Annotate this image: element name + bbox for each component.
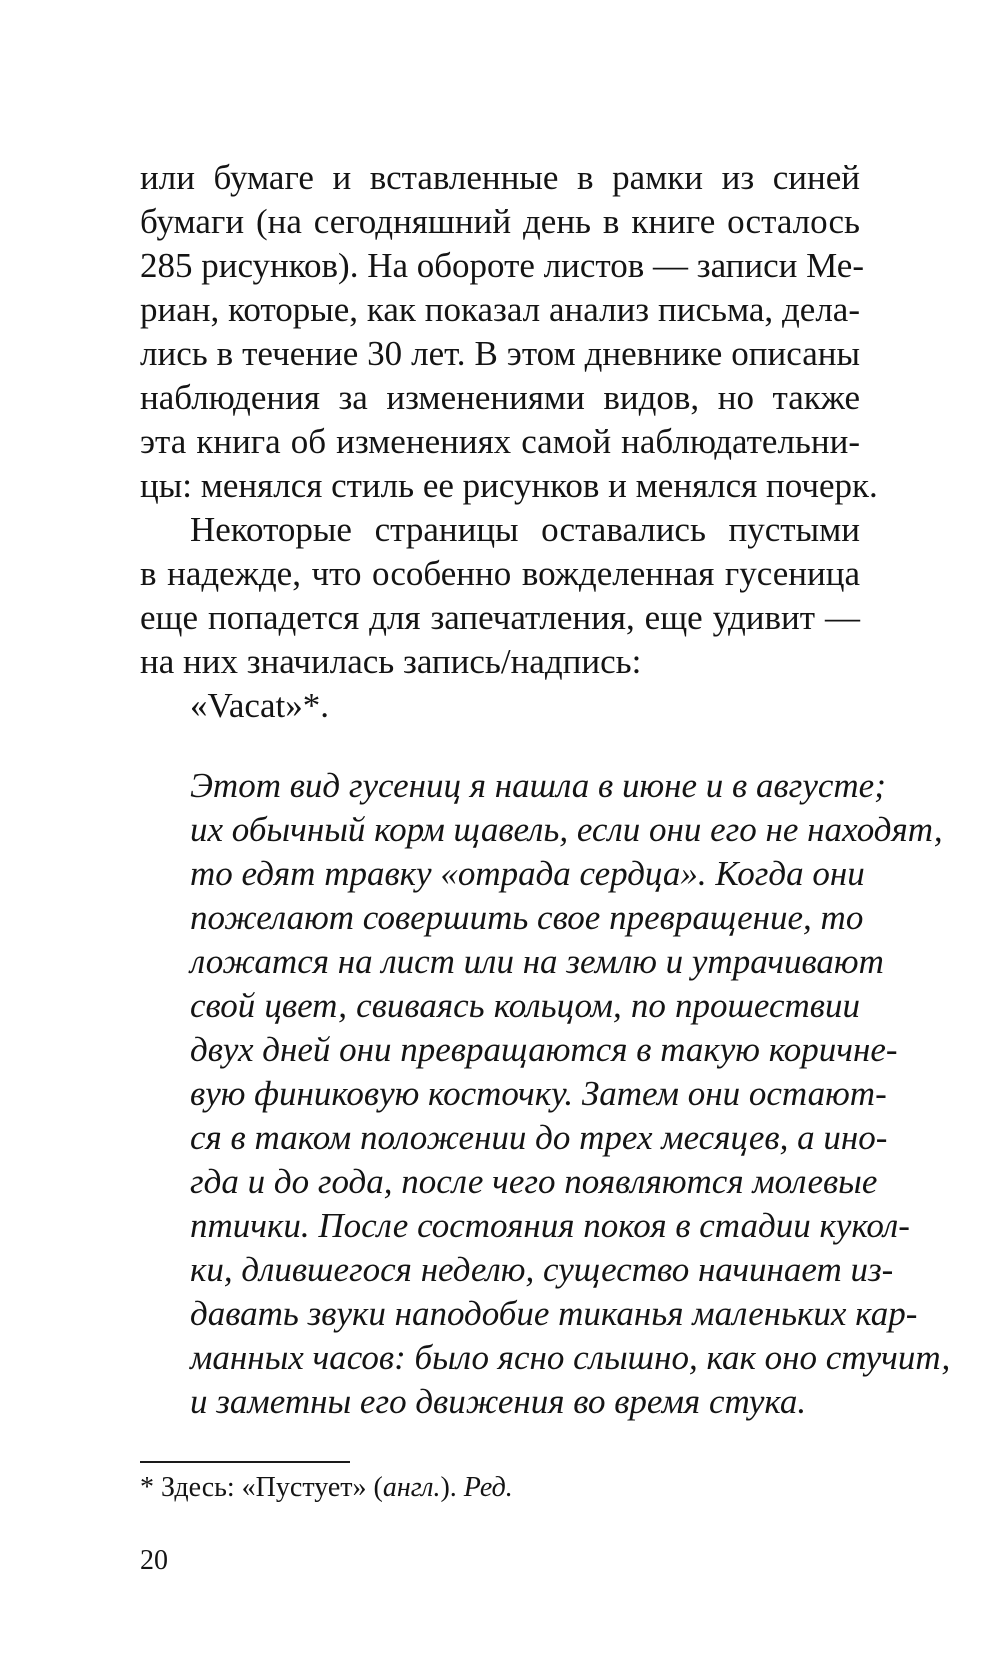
body-line: на них значилась запись/надпись: [140, 642, 642, 681]
quote-line: их обычный корм щавель, если они его не находят, [190, 810, 943, 849]
footnote-middle: ). [440, 1472, 464, 1503]
body-line: «Vacat»*. [190, 686, 329, 725]
page-number: 20 [140, 1545, 168, 1576]
quote-line: ки, длившегося неделю, существо начинает из- [190, 1250, 894, 1289]
body-line: еще попадется для запечатления, еще удивит — [140, 598, 860, 637]
footnote [140, 1474, 513, 1502]
body-line: в надежде, что особенно вожделенная гусеница [140, 554, 860, 593]
body-line: бумаги (на сегодняшний день в книге осталось [140, 202, 860, 241]
quote-line: Этот вид гусениц я нашла в июне и в августе; [190, 766, 886, 805]
quote-line: пожелают совершить свое превращение, то [190, 898, 864, 937]
footnote-divider [140, 1461, 350, 1463]
quote-line: манных часов: было ясно слышно, как оно стучит, [190, 1338, 951, 1377]
footnote-language: англ. [382, 1472, 441, 1503]
body-line: или бумаге и вставленные в рамки из синей [140, 158, 860, 197]
quote-line: вую финиковую косточку. Затем они остают- [190, 1074, 887, 1113]
body-line: лись в течение 30 лет. В этом дневнике описаны [140, 334, 860, 373]
body-line: цы: менялся стиль ее рисунков и менялся почерк. [140, 466, 878, 505]
footnote-editor-mark: Ред. [463, 1472, 513, 1503]
quote-line: птички. После состояния покоя в стадии кукол- [190, 1206, 910, 1245]
quote-line: давать звуки наподобие тиканья маленьких кар- [190, 1294, 918, 1333]
quote-line: гда и до года, после чего появляются молевые [190, 1162, 878, 1201]
quote-line: ся в таком положении до трех месяцев, а ино- [190, 1118, 888, 1157]
quote-line: свой цвет, свиваясь кольцом, по прошествии [190, 986, 860, 1025]
body-line: Некоторые страницы оставались пустыми [190, 510, 860, 549]
body-line: наблюдения за изменениями видов, но также [140, 378, 860, 417]
quote-line: то едят травку «отрада сердца». Когда они [190, 854, 865, 893]
quote-line: двух дней они превращаются в такую коричне- [190, 1030, 898, 1069]
quote-line: и заметны его движения во время стука. [190, 1382, 807, 1421]
footnote-prefix: * Здесь: «Пустует» ( [140, 1472, 383, 1503]
quote-line: ложатся на лист или на землю и утрачивают [190, 942, 884, 981]
body-line: риан, которые, как показал анализ письма, дела- [140, 290, 860, 329]
body-line: 285 рисунков). На обороте листов — записи Ме- [140, 246, 864, 285]
body-line: эта книга об изменениях самой наблюдательни- [140, 422, 860, 461]
